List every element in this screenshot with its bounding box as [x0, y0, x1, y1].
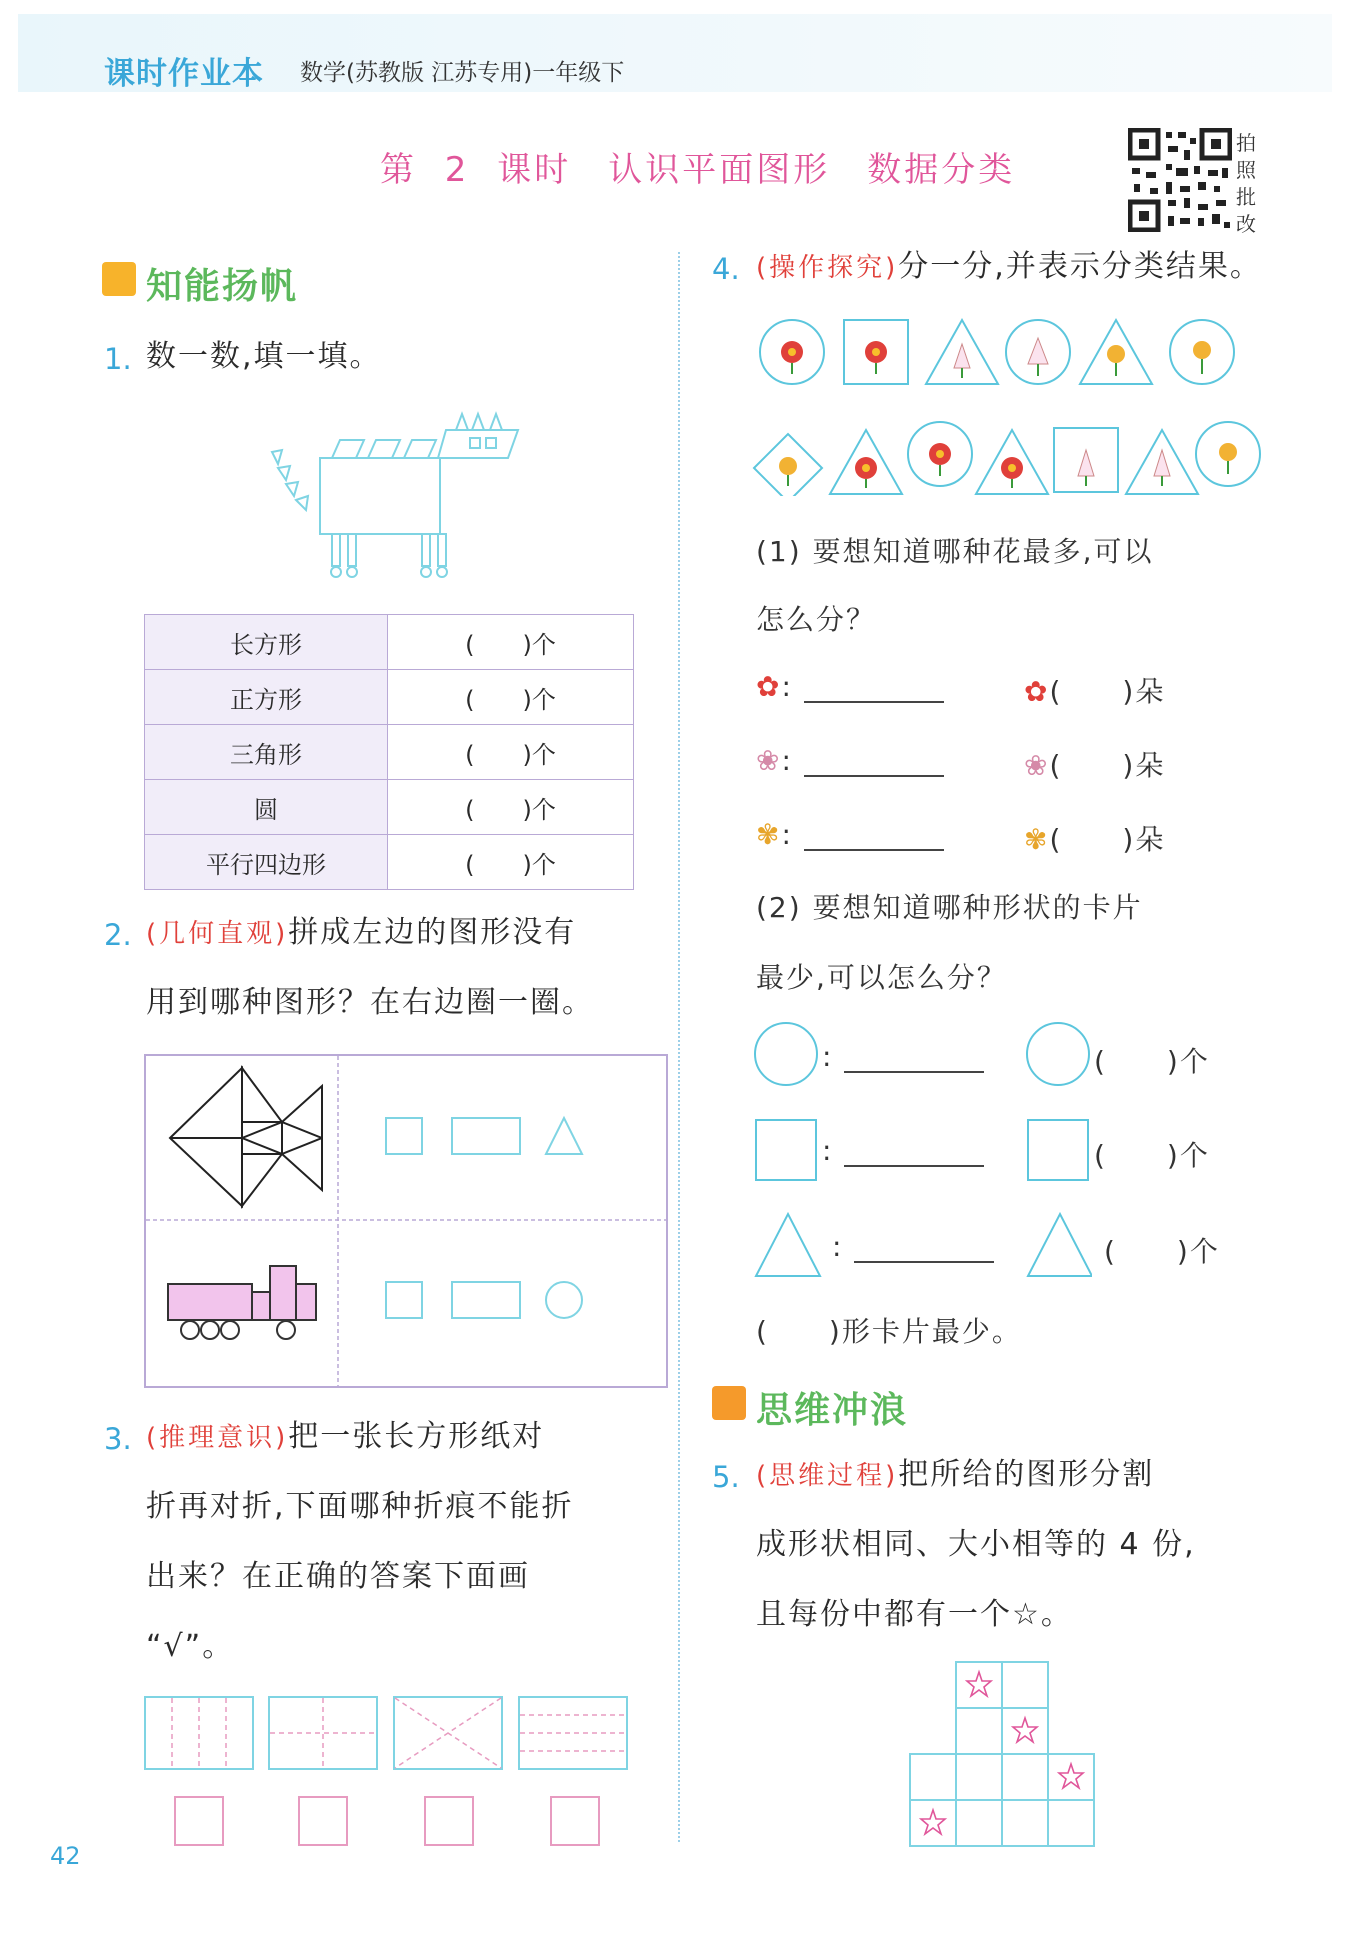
answer-checkbox[interactable]	[174, 1796, 224, 1846]
yellow-flower-icon: ✾	[756, 818, 782, 851]
row-label: 圆	[145, 780, 388, 835]
table-row	[145, 835, 634, 890]
row-label: 长方形	[145, 615, 388, 670]
answer-blank[interactable]: ( )个	[388, 615, 634, 670]
question-text-line: 用到哪种图形？在右边圈一圈。	[146, 985, 594, 1020]
question-text-line: 折再对折,下面哪种折痕不能折	[146, 1489, 574, 1524]
table-row	[145, 615, 634, 670]
red-flower-icon	[781, 341, 1023, 479]
rectangle-option	[452, 1118, 520, 1154]
answer-line[interactable]	[804, 675, 944, 703]
answer-line[interactable]	[844, 1045, 984, 1073]
star-grid-figure	[908, 1660, 1098, 1850]
circle-icon	[1027, 1023, 1089, 1085]
question-number: 4.	[712, 252, 740, 286]
question-text-line: “√”。	[146, 1629, 235, 1664]
lesson-title: 第 2 课时 认识平面图形 数据分类	[380, 150, 1016, 190]
row-label: 正方形	[145, 670, 388, 725]
question-text-line: 把一张长方形纸对	[288, 1419, 545, 1454]
shape-count-table	[144, 614, 634, 890]
table-row	[145, 725, 634, 780]
triangle-icon	[756, 1214, 820, 1276]
question-text-line: 出来？在正确的答案下面画	[146, 1559, 530, 1594]
question-number: 5.	[712, 1460, 740, 1494]
question-tag: (推理意识)	[146, 1423, 289, 1453]
count-blank[interactable]: ( )个	[1104, 1235, 1220, 1268]
count-blank[interactable]: ( )个	[1094, 1139, 1210, 1172]
answer-blank[interactable]: ( )个	[388, 780, 634, 835]
answer-blank[interactable]: ( )个	[388, 835, 634, 890]
count-blank[interactable]: ( )个	[1094, 1045, 1210, 1078]
question-text	[146, 898, 576, 969]
answer-line[interactable]	[844, 1139, 984, 1167]
count-blank[interactable]: ( )朵	[1049, 675, 1166, 708]
question-text: 数一数,填一填。	[146, 339, 382, 374]
flower-row: ❀:	[756, 744, 944, 777]
row-label: 平行四边形	[145, 835, 388, 890]
fish-figure	[170, 1068, 322, 1206]
flower-count	[1024, 670, 1165, 710]
circle-option	[546, 1282, 582, 1318]
brand-title: 课时作业本	[104, 56, 264, 92]
yellow-flower-icon: ✾	[1024, 823, 1050, 856]
count-blank[interactable]: ( )朵	[1049, 749, 1166, 782]
question-tag: (操作探究)	[756, 253, 899, 283]
table-row	[145, 670, 634, 725]
answer-blank[interactable]: ( )个	[388, 670, 634, 725]
red-flower-icon: ✿	[756, 670, 782, 703]
sub-question-text: (1) 要想知道哪种花最多,可以	[756, 535, 1154, 568]
animal-figure	[260, 400, 530, 590]
question-text	[146, 1402, 544, 1473]
square-icon	[1028, 1120, 1088, 1180]
question-number: 3.	[104, 1422, 132, 1456]
flower-row: ✿:	[756, 670, 944, 703]
wave-icon	[712, 1386, 746, 1420]
question-number: 2.	[104, 918, 132, 952]
page-number: 42	[50, 1842, 81, 1870]
question-tag: (思维过程)	[756, 1461, 899, 1491]
flower-count	[1024, 818, 1165, 858]
question-text-line: 拼成左边的图形没有	[288, 915, 577, 950]
column-divider	[678, 252, 680, 1842]
question-text	[756, 232, 1262, 303]
shape-row: :	[832, 1230, 994, 1263]
sail-icon	[102, 262, 136, 296]
shape-row: :	[822, 1040, 984, 1073]
lily-icon: ❀	[756, 744, 782, 777]
answer-checkbox[interactable]	[424, 1796, 474, 1846]
answer-line[interactable]	[804, 823, 944, 851]
count-blank[interactable]: ( )朵	[1049, 823, 1166, 856]
section-title: 知能扬帆	[146, 266, 299, 307]
triangle-icon	[1028, 1214, 1092, 1276]
flower-cards	[750, 316, 1270, 496]
truck-figure	[168, 1266, 316, 1339]
fold-options	[144, 1696, 644, 1776]
circle-icon	[755, 1023, 817, 1085]
sub-question-text: 最少,可以怎么分？	[756, 961, 1007, 994]
shape-row: :	[822, 1134, 984, 1167]
answer-checkbox[interactable]	[298, 1796, 348, 1846]
composite-figure-grid	[144, 1054, 668, 1388]
row-label: 三角形	[145, 725, 388, 780]
question-text	[756, 1440, 1154, 1511]
subject-label: 数学(苏教版 江苏专用)一年级下	[300, 60, 625, 86]
qr-caption: 拍照批改	[1236, 131, 1256, 236]
question-number: 1.	[104, 342, 132, 376]
answer-line[interactable]	[804, 749, 944, 777]
flower-count	[1024, 744, 1165, 784]
question-text-line: 且每份中都有一个☆。	[756, 1597, 1073, 1632]
question-text-line: 分一分,并表示分类结果。	[898, 249, 1262, 284]
section-title: 思维冲浪	[756, 1390, 909, 1431]
answer-checkbox[interactable]	[550, 1796, 600, 1846]
question-tag: (几何直观)	[146, 919, 289, 949]
red-flower-icon: ✿	[1024, 675, 1050, 708]
qr-code-icon[interactable]	[1128, 128, 1232, 232]
rectangle-option	[452, 1282, 520, 1318]
conclusion-text[interactable]: ( )形卡片最少。	[756, 1315, 1022, 1348]
composite-figures	[146, 1056, 666, 1386]
question-text-line: 把所给的图形分割	[898, 1457, 1155, 1492]
table-row	[145, 780, 634, 835]
square-icon	[756, 1120, 816, 1180]
flower-row: ✾:	[756, 818, 944, 851]
sub-question-text: (2) 要想知道哪种形状的卡片	[756, 891, 1143, 924]
square-option	[386, 1118, 422, 1154]
answer-line[interactable]	[854, 1235, 994, 1263]
sub-question-text: 怎么分？	[756, 603, 877, 636]
square-option	[386, 1282, 422, 1318]
triangle-option	[546, 1118, 582, 1154]
lily-icon: ❀	[1024, 749, 1050, 782]
answer-blank[interactable]: ( )个	[388, 725, 634, 780]
question-text-line: 成形状相同、大小相等的 4 份,	[756, 1527, 1196, 1562]
